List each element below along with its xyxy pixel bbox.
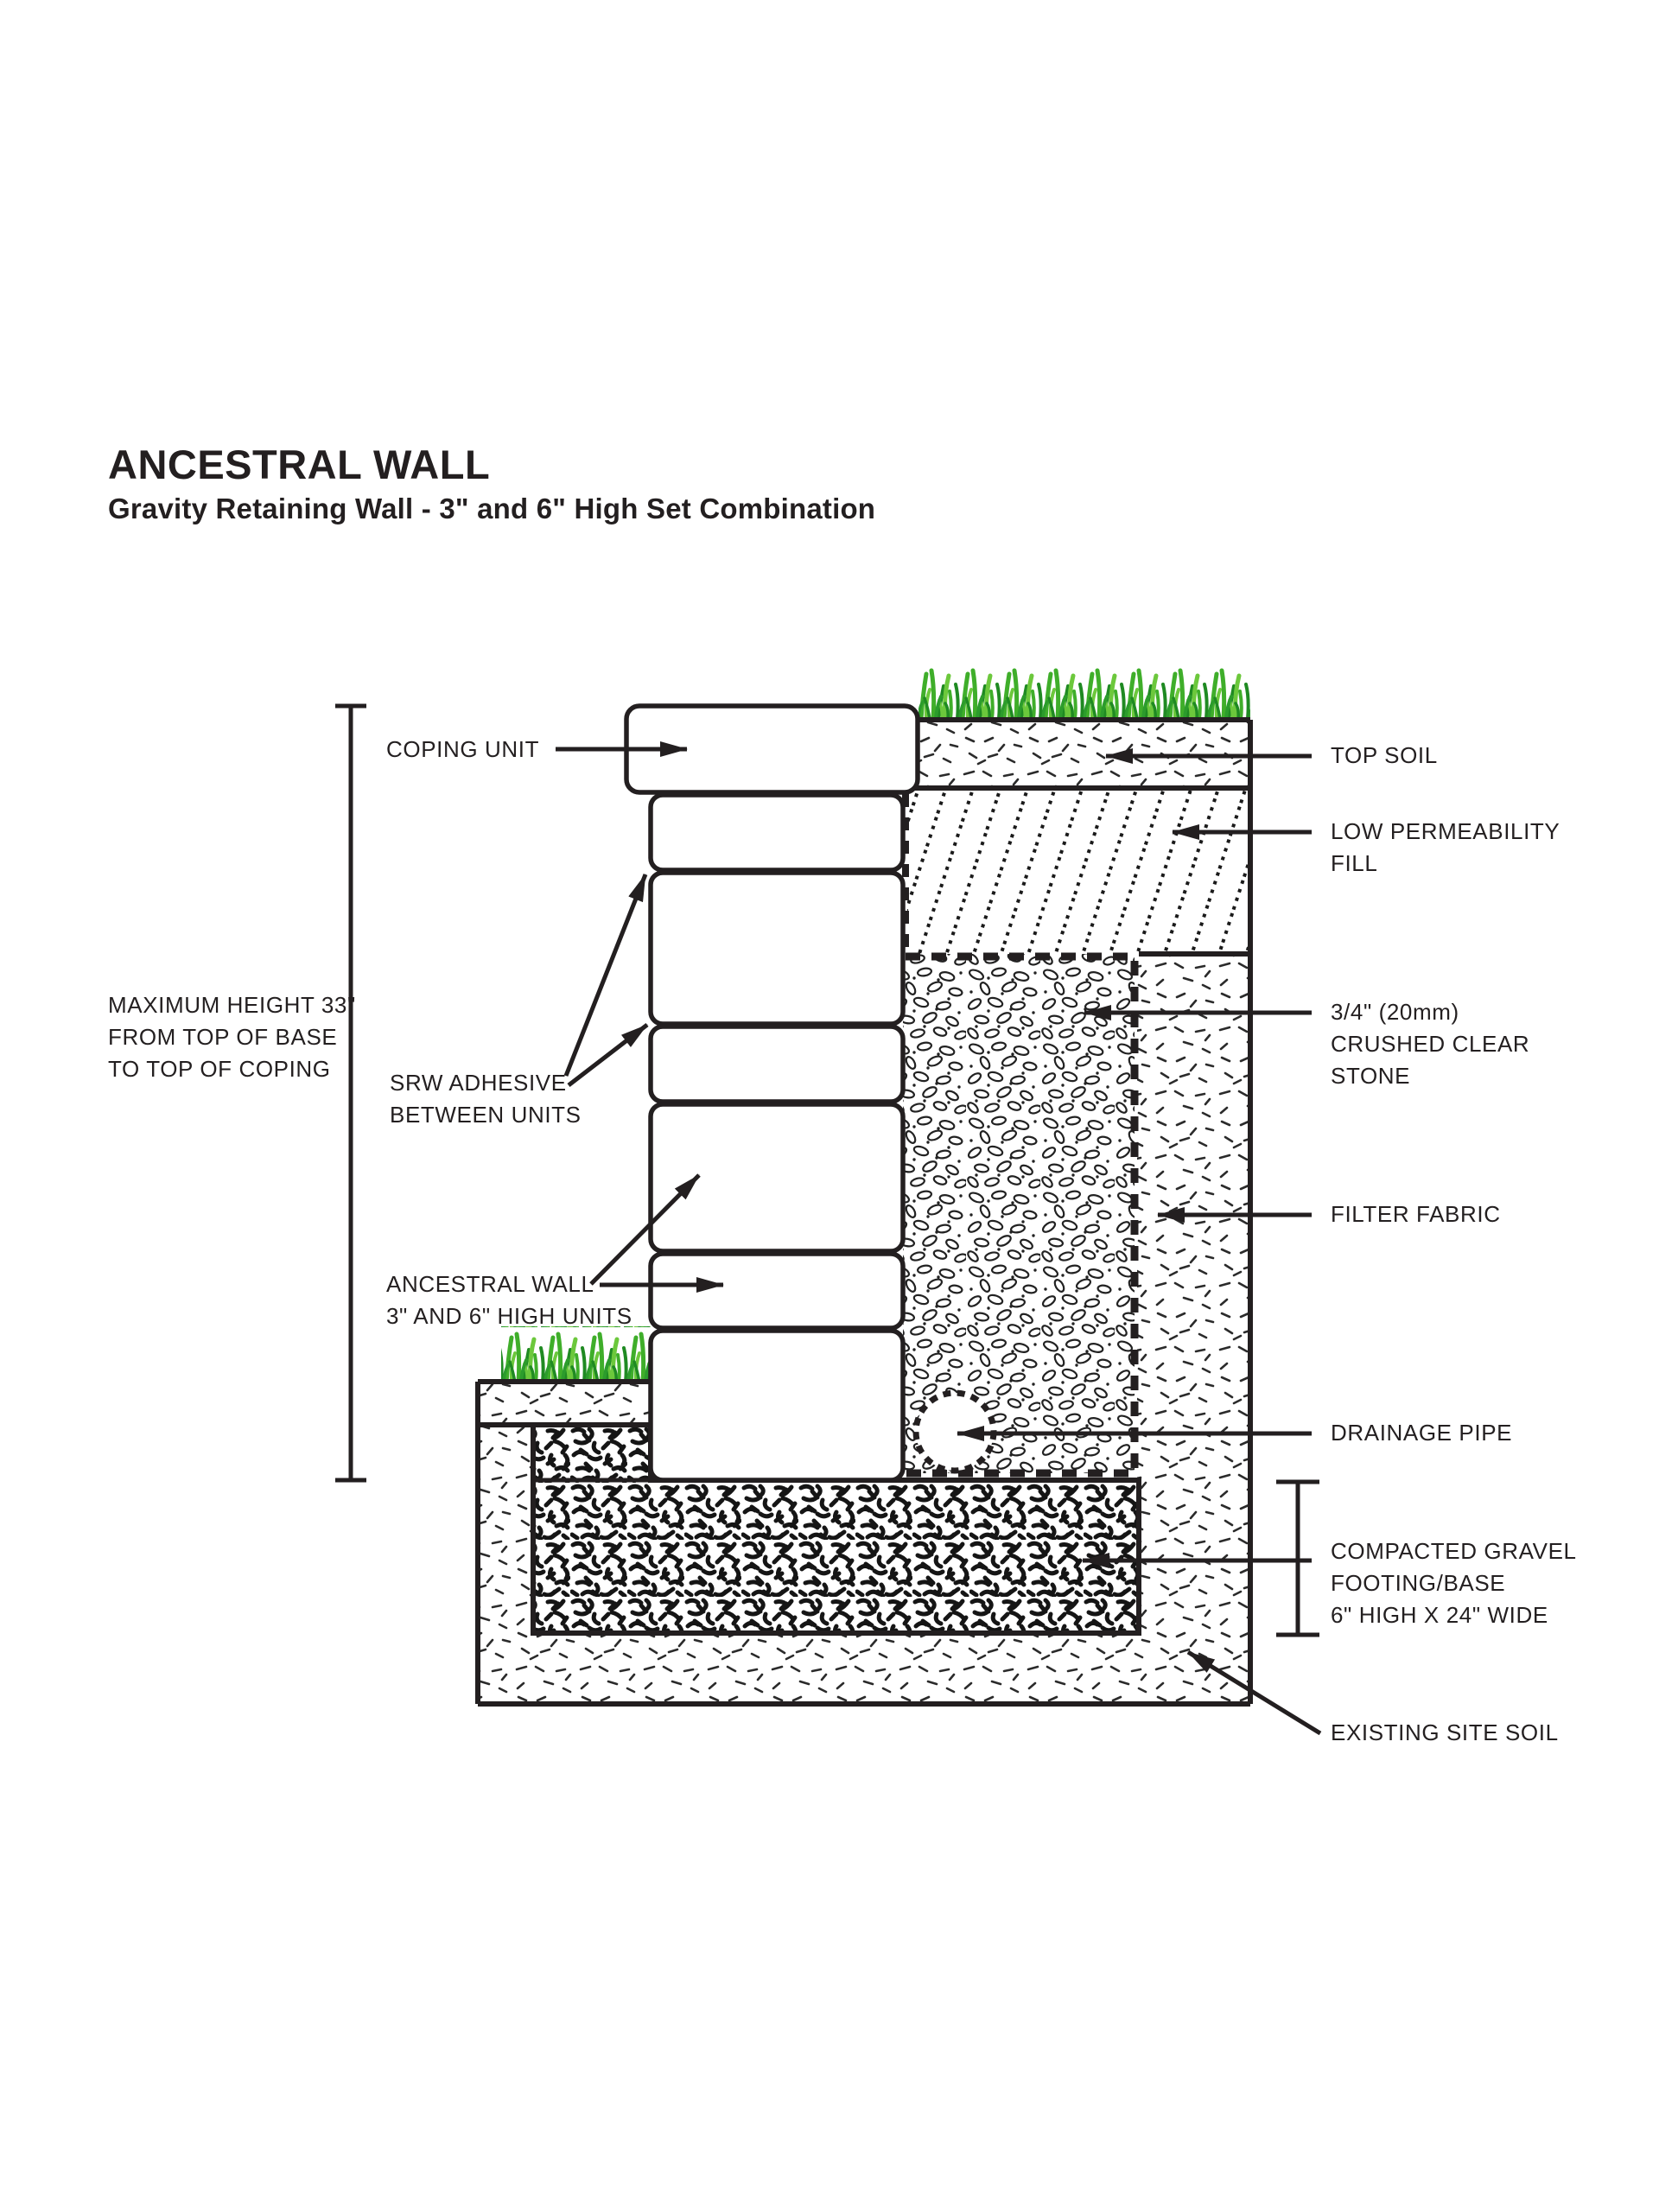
wall-unit-6in-2 <box>651 1104 903 1251</box>
label-wall-units-2: 3" AND 6" HIGH UNITS <box>386 1303 632 1329</box>
max-height-dimension-line <box>335 706 366 1480</box>
label-top-soil: TOP SOIL <box>1331 742 1438 768</box>
page-title: ANCESTRAL WALL <box>108 442 491 487</box>
label-srw-2: BETWEEN UNITS <box>390 1102 582 1128</box>
wall-unit-6in-1 <box>651 873 903 1024</box>
existing-soil-right-region <box>1137 957 1250 1633</box>
wall-unit-3in-2 <box>651 1027 903 1102</box>
label-max-height-1: MAXIMUM HEIGHT 33" <box>108 992 356 1018</box>
label-existing-soil: EXISTING SITE SOIL <box>1331 1719 1559 1745</box>
label-crushed-stone-2: CRUSHED CLEAR <box>1331 1031 1530 1057</box>
existing-soil-bottom-region <box>480 1633 1250 1701</box>
existing-soil-left-region <box>480 1425 533 1633</box>
label-coping-unit: COPING UNIT <box>386 736 540 762</box>
wall-unit-3in-1 <box>651 795 903 870</box>
label-max-height-3: TO TOP OF COPING <box>108 1056 331 1082</box>
label-drainage-pipe: DRAINAGE PIPE <box>1331 1420 1513 1446</box>
wall-unit-3in-3 <box>651 1254 903 1328</box>
grass-top-right <box>918 664 1250 720</box>
label-footing-1: COMPACTED GRAVEL <box>1331 1538 1577 1564</box>
crushed-stone-region <box>903 954 1135 1473</box>
label-low-perm-2: FILL <box>1331 850 1378 876</box>
label-crushed-stone-1: 3/4" (20mm) <box>1331 999 1459 1025</box>
label-filter-fabric: FILTER FABRIC <box>1331 1201 1501 1227</box>
label-footing-2: FOOTING/BASE <box>1331 1570 1506 1596</box>
wall-unit-6in-3 <box>651 1331 903 1480</box>
label-wall-units-1: ANCESTRAL WALL <box>386 1271 594 1297</box>
leader-srw-adhesive-1 <box>566 874 645 1076</box>
label-low-perm-1: LOW PERMEABILITY <box>1331 818 1560 844</box>
label-max-height-2: FROM TOP OF BASE <box>108 1024 338 1050</box>
existing-soil-ledge-region <box>480 1384 651 1425</box>
page-subtitle: Gravity Retaining Wall - 3" and 6" High Set Combination <box>108 493 876 524</box>
label-footing-3: 6" HIGH X 24" WIDE <box>1331 1602 1548 1628</box>
label-crushed-stone-3: STONE <box>1331 1063 1411 1089</box>
label-srw-1: SRW ADHESIVE <box>390 1070 567 1096</box>
grass-left-ledge <box>501 1326 651 1382</box>
low-permeability-fill-region <box>907 791 1250 954</box>
